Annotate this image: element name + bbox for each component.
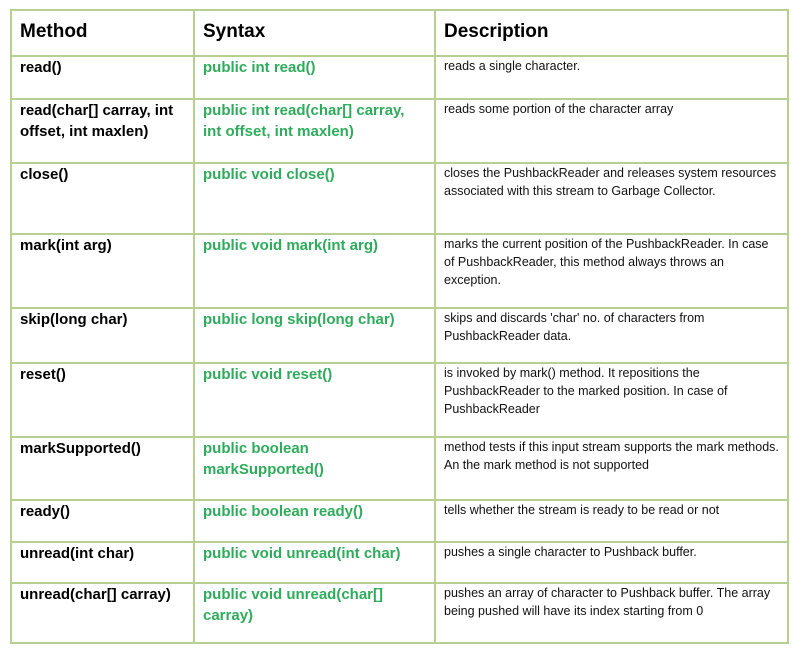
- description-cell: pushes a single character to Pushback buffer.: [435, 542, 788, 583]
- syntax-cell: public boolean ready(): [194, 500, 435, 542]
- table-row: [11, 308, 788, 363]
- description-cell: tells whether the stream is ready to be read or not: [435, 500, 788, 542]
- syntax-cell: public void unread(char[] carray): [194, 583, 435, 643]
- method-cell: read(char[] carray, int offset, int maxlen): [11, 99, 194, 163]
- syntax-cell: public int read(): [194, 56, 435, 99]
- method-cell: ready(): [11, 500, 194, 542]
- method-cell: close(): [11, 163, 194, 234]
- table-row: [11, 500, 788, 542]
- description-cell: pushes an array of character to Pushback buffer. The array being pushed will have its index starting from 0: [435, 583, 788, 643]
- table-row: [11, 99, 788, 163]
- syntax-cell: public void reset(): [194, 363, 435, 437]
- method-cell: markSupported(): [11, 437, 194, 500]
- table-header-row: [11, 10, 788, 56]
- header-method: Method: [11, 10, 194, 56]
- syntax-cell: public long skip(long char): [194, 308, 435, 363]
- header-description: Description: [435, 10, 788, 56]
- table-row: [11, 542, 788, 583]
- method-cell: unread(char[] carray): [11, 583, 194, 643]
- table-row: [11, 163, 788, 234]
- table-row: [11, 56, 788, 99]
- syntax-cell: public boolean markSupported(): [194, 437, 435, 500]
- description-cell: method tests if this input stream supports the mark methods. An the mark method is not supported: [435, 437, 788, 500]
- syntax-cell: public int read(char[] carray, int offset, int maxlen): [194, 99, 435, 163]
- description-cell: marks the current position of the PushbackReader. In case of PushbackReader, this method always throws an exception.: [435, 234, 788, 308]
- method-cell: unread(int char): [11, 542, 194, 583]
- description-cell: reads a single character.: [435, 56, 788, 99]
- description-cell: skips and discards 'char' no. of characters from PushbackReader data.: [435, 308, 788, 363]
- table-row: [11, 583, 788, 643]
- table-row: [11, 234, 788, 308]
- methods-table: [10, 9, 789, 644]
- syntax-cell: public void unread(int char): [194, 542, 435, 583]
- header-syntax: Syntax: [194, 10, 435, 56]
- description-cell: closes the PushbackReader and releases system resources associated with this stream to Garbage Collector.: [435, 163, 788, 234]
- description-cell: is invoked by mark() method. It repositions the PushbackReader to the marked position. In case of PushbackReader: [435, 363, 788, 437]
- syntax-cell: public void close(): [194, 163, 435, 234]
- method-cell: skip(long char): [11, 308, 194, 363]
- description-cell: reads some portion of the character array: [435, 99, 788, 163]
- method-cell: read(): [11, 56, 194, 99]
- table-row: [11, 437, 788, 500]
- method-cell: mark(int arg): [11, 234, 194, 308]
- method-cell: reset(): [11, 363, 194, 437]
- syntax-cell: public void mark(int arg): [194, 234, 435, 308]
- table-row: [11, 363, 788, 437]
